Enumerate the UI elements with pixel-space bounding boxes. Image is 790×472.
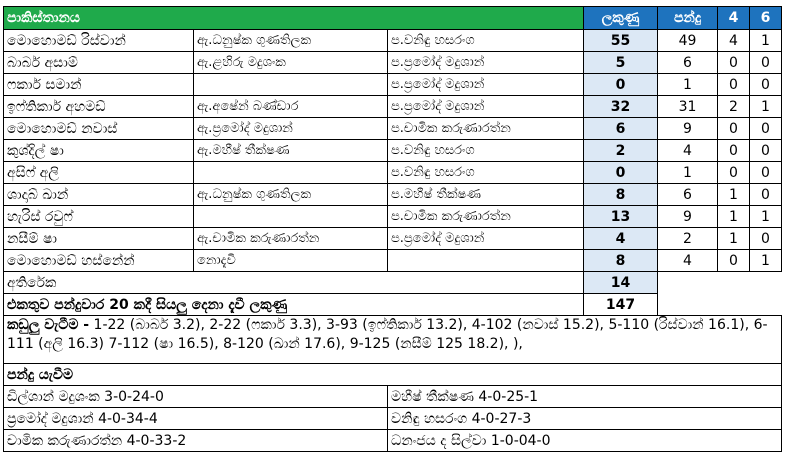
dismissal-bowler: ප.වනිඳු හසරංග	[388, 30, 584, 52]
batter-fours: 0	[718, 250, 750, 272]
batter-balls: 6	[658, 52, 718, 74]
dismissal-bowler: ප.වනිඳු හසරංග	[388, 140, 584, 162]
batter-name: බාබර් අසාම්	[4, 52, 194, 74]
bowling-title-row	[4, 364, 782, 386]
batter-runs: 8	[584, 250, 658, 272]
dismissal-bowler: ප.වනිඳු හසරංග	[388, 162, 584, 184]
batting-row	[4, 96, 782, 118]
batter-name: නසීම් ෂා	[4, 228, 194, 250]
batter-balls: 4	[658, 140, 718, 162]
batter-fours: 0	[718, 52, 750, 74]
batting-row	[4, 250, 782, 272]
fow-cell	[4, 316, 782, 364]
batter-balls: 2	[658, 228, 718, 250]
dismissal-bowler: ප.ප්‍රමෝද් මදුශාන්	[388, 52, 584, 74]
batter-name: ශාදාබ් ඛාන්	[4, 184, 194, 206]
batter-name: මොහොමඩ් රිස්වාන්	[4, 30, 194, 52]
batter-runs: 55	[584, 30, 658, 52]
batter-sixes: 0	[750, 140, 782, 162]
batting-row	[4, 118, 782, 140]
batter-name: ඉෆ්තිකාර් අහමඩ්	[4, 96, 194, 118]
bowler-figures: ප්‍රමෝද් මදුශාන් 4-0-34-4	[4, 408, 388, 430]
batter-name: මොහොමඩ් හස්නේන්	[4, 250, 194, 272]
batting-row	[4, 228, 782, 250]
batting-row	[4, 74, 782, 96]
bowler-figures: ධනංජය ද සිල්වා 1-0-04-0	[388, 430, 782, 452]
batter-balls: 49	[658, 30, 718, 52]
bowling-row	[4, 386, 782, 408]
scorecard-table	[3, 6, 782, 452]
dismissal-fielder: ඇ.අෂේන් බණ්ඩාර	[194, 96, 388, 118]
batter-fours: 0	[718, 118, 750, 140]
dismissal-fielder: ඇ.චාමික කරුණාරත්න	[194, 228, 388, 250]
batter-fours: 0	[718, 162, 750, 184]
bowling-title: පන්දු යැවීම	[4, 364, 782, 386]
team-name: පාකිස්තානය	[4, 7, 584, 30]
bowler-figures: මහීෂ් තීක්ෂණ 4-0-25-1	[388, 386, 782, 408]
extras-value: 14	[584, 272, 658, 294]
batter-name: මොහොමඩ් නවාස්	[4, 118, 194, 140]
batter-runs: 13	[584, 206, 658, 228]
bowler-figures: වනිඳු හසරංග 4-0-27-3	[388, 408, 782, 430]
batter-sixes: 0	[750, 74, 782, 96]
batter-fours: 1	[718, 184, 750, 206]
batter-runs: 4	[584, 228, 658, 250]
batter-sixes: 0	[750, 118, 782, 140]
dismissal-bowler: ප.චාමික කරුණාරත්න	[388, 206, 584, 228]
blank-cell	[658, 272, 782, 316]
batter-runs: 5	[584, 52, 658, 74]
dismissal-fielder: නොදැවී	[194, 250, 388, 272]
batter-balls: 9	[658, 118, 718, 140]
batter-balls: 1	[658, 162, 718, 184]
dismissal-fielder: ඇ.මහීෂ් තීක්ෂණ	[194, 140, 388, 162]
batter-sixes: 0	[750, 184, 782, 206]
batting-row	[4, 162, 782, 184]
total-value: 147	[584, 294, 658, 316]
dismissal-fielder: ඇ.ධනුෂ්ක ගුණතිලක	[194, 30, 388, 52]
batter-runs: 2	[584, 140, 658, 162]
batter-sixes: 1	[750, 206, 782, 228]
fow-text: 1-22 (බාබර් 3.2), 2-22 (ෆකාර් 3.3), 3-93 (ඉෆ්තිකාර් 13.2), 4-102 (නවාස් 15.2), 5-110 (රිස්වාන් 16.1), 6-111 (අලි 16.3) 7-112 (ෂා 16.5), 8-120 (ඛාන් 17.6), 9-125 (නසීම් 125 18.2), ),	[7, 317, 768, 352]
extras-row	[4, 272, 782, 294]
batter-fours: 0	[718, 74, 750, 96]
batter-runs: 8	[584, 184, 658, 206]
batter-fours: 1	[718, 228, 750, 250]
batter-name: ෆකාර් සමාන්	[4, 74, 194, 96]
total-label: එකතුව පන්දුවාර 20 කදී සියලු දෙනා දැවී ලකුණු	[4, 294, 584, 316]
batter-fours: 0	[718, 140, 750, 162]
balls-header: පන්දු	[658, 7, 718, 30]
sixes-header: 6	[750, 7, 782, 30]
bowler-figures: ඩිල්ශාන් මදුශංක 3-0-24-0	[4, 386, 388, 408]
batter-sixes: 0	[750, 52, 782, 74]
extras-label: අතිරේක	[4, 272, 584, 294]
dismissal-fielder: ඇ.ප්‍රමෝද් මදුශාන්	[194, 118, 388, 140]
dismissal-fielder	[194, 162, 388, 184]
dismissal-bowler: ප.ප්‍රමෝද් මදුශාන්	[388, 74, 584, 96]
dismissal-bowler	[388, 250, 584, 272]
runs-header: ලකුණු	[584, 7, 658, 30]
dismissal-fielder	[194, 206, 388, 228]
dismissal-bowler: ප.මහීෂ් තීක්ෂණ	[388, 184, 584, 206]
batter-balls: 9	[658, 206, 718, 228]
batter-name: අසිෆ් අලි	[4, 162, 194, 184]
fow-label: කඩුලු වැටීම -	[7, 317, 90, 333]
batter-runs: 32	[584, 96, 658, 118]
batting-row	[4, 184, 782, 206]
batter-runs: 6	[584, 118, 658, 140]
batting-row	[4, 206, 782, 228]
batter-balls: 4	[658, 250, 718, 272]
batter-sixes: 1	[750, 30, 782, 52]
batter-sixes: 1	[750, 96, 782, 118]
dismissal-fielder: ඇ.ධනුෂ්ක ගුණතිලක	[194, 184, 388, 206]
dismissal-bowler: ප.ප්‍රමෝද් මදුශාන්	[388, 228, 584, 250]
bowler-figures: චාමික කරුණාරත්න 4-0-33-2	[4, 430, 388, 452]
batting-row	[4, 140, 782, 162]
batter-fours: 1	[718, 206, 750, 228]
dismissal-bowler: ප.චාමික කරුණාරත්න	[388, 118, 584, 140]
batter-name: හැරිස් රවුෆ්	[4, 206, 194, 228]
batter-balls: 6	[658, 184, 718, 206]
bowling-row	[4, 408, 782, 430]
batter-runs: 0	[584, 74, 658, 96]
batter-sixes: 0	[750, 228, 782, 250]
dismissal-bowler: ප.ප්‍රමෝද් මදුශාන්	[388, 96, 584, 118]
batting-row	[4, 52, 782, 74]
batter-balls: 1	[658, 74, 718, 96]
batter-name: කුශ්දිල් ෂා	[4, 140, 194, 162]
batting-row	[4, 30, 782, 52]
batter-fours: 2	[718, 96, 750, 118]
dismissal-fielder	[194, 74, 388, 96]
batter-sixes: 1	[750, 250, 782, 272]
fow-row	[4, 316, 782, 364]
header-row	[4, 7, 782, 30]
dismissal-fielder: ඇ.ළහිරු මදුශංක	[194, 52, 388, 74]
batter-runs: 0	[584, 162, 658, 184]
batter-sixes: 0	[750, 162, 782, 184]
fours-header: 4	[718, 7, 750, 30]
batter-fours: 4	[718, 30, 750, 52]
batter-balls: 31	[658, 96, 718, 118]
bowling-row	[4, 430, 782, 452]
